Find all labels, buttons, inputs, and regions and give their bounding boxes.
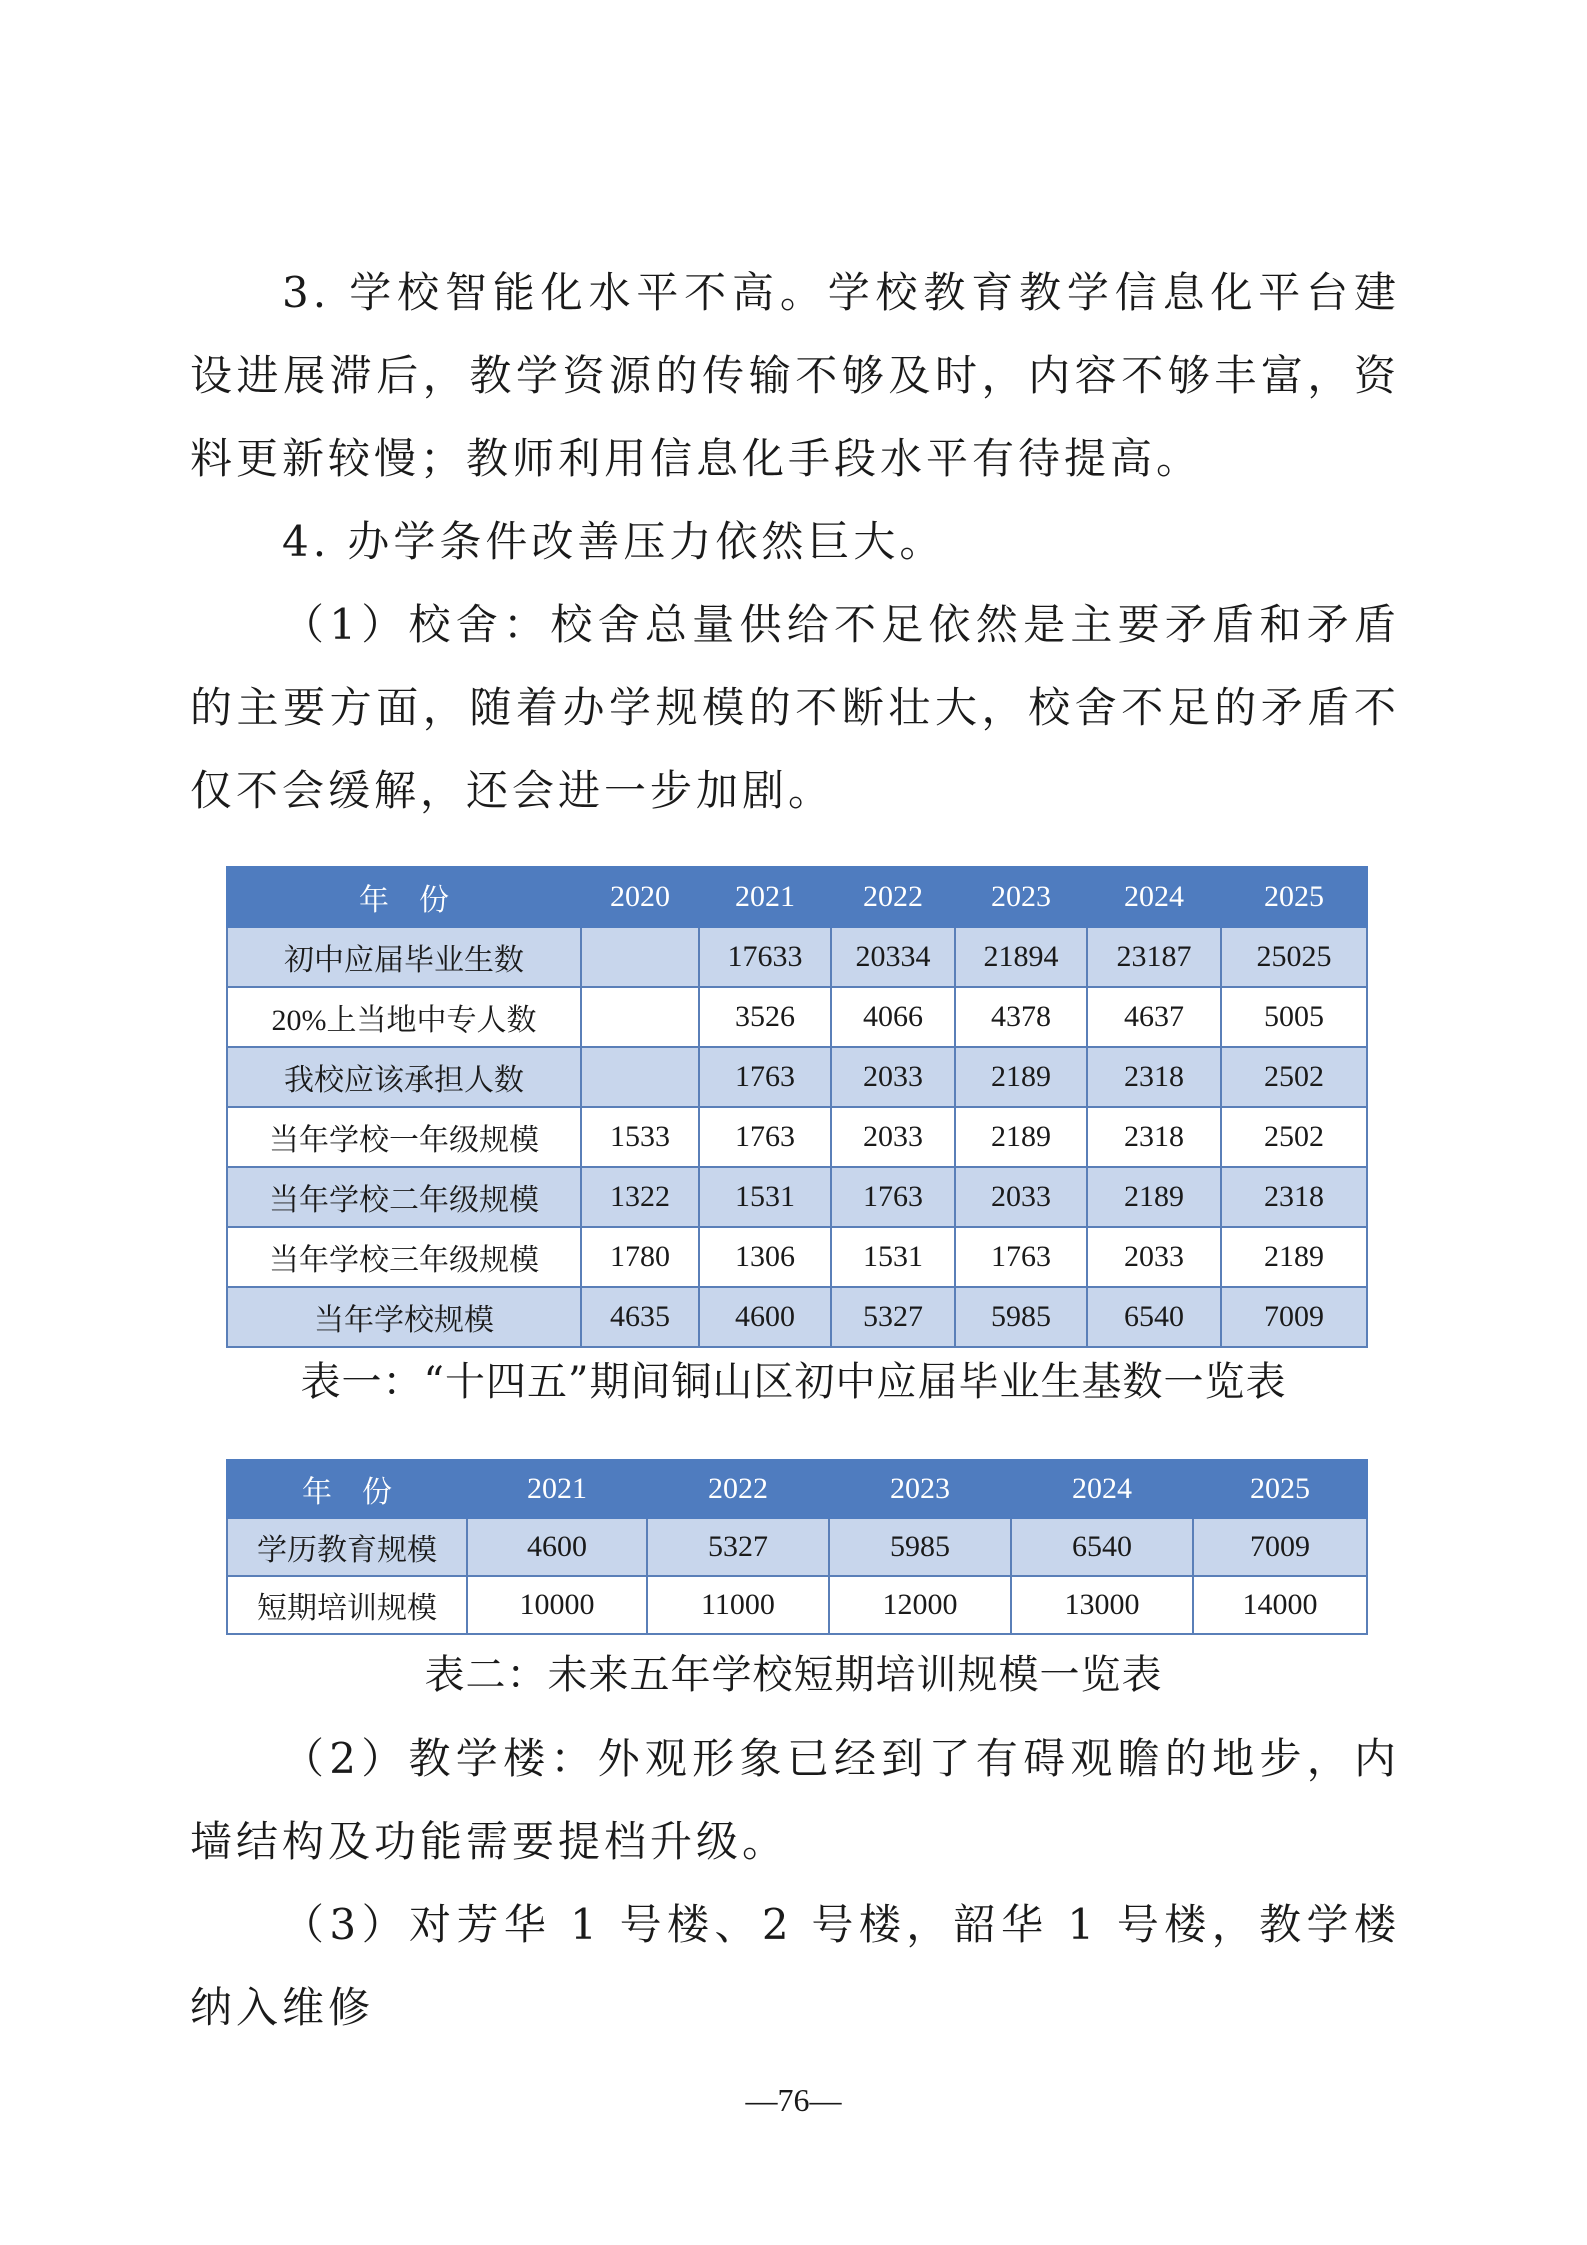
table-header-row (227, 867, 1367, 927)
value-cell (581, 987, 699, 1047)
value-cell: 4378 (955, 987, 1087, 1047)
header-cell-year: 2025 (1221, 867, 1367, 927)
value-cell: 2033 (955, 1167, 1087, 1227)
value-cell (581, 1047, 699, 1107)
value-cell: 13000 (1011, 1576, 1193, 1634)
header-cell-year: 2021 (699, 867, 831, 927)
value-cell: 10000 (467, 1576, 647, 1634)
value-cell: 2189 (955, 1107, 1087, 1167)
value-cell: 7009 (1193, 1518, 1367, 1576)
row-label-cell: 我校应该承担人数 (227, 1047, 581, 1107)
value-cell: 1763 (699, 1047, 831, 1107)
row-label-cell: 初中应届毕业生数 (227, 927, 581, 987)
value-cell: 5005 (1221, 987, 1367, 1047)
header-cell-year: 2024 (1087, 867, 1221, 927)
paragraph-school-buildings: （1）校舍：校舍总量供给不足依然是主要矛盾和矛盾的主要方面，随着办学规模的不断壮大，校舍不足的矛盾不仅不会缓解，还会进一步加剧。 (190, 600, 1400, 815)
value-cell: 6540 (1011, 1518, 1193, 1576)
header-cell-label: 年 份 (227, 867, 581, 927)
table-row (227, 1287, 1367, 1347)
paragraph-informatization: 3. 学校智能化水平不高。学校教育教学信息化平台建设进展滞后，教学资源的传输不够及时，内容不够丰富，资料更新较慢；教师利用信息化手段水平有待提高。 (190, 268, 1400, 483)
header-cell-year: 2020 (581, 867, 699, 927)
table-row (227, 927, 1367, 987)
value-cell: 4635 (581, 1287, 699, 1347)
value-cell (581, 927, 699, 987)
header-cell-label: 年 份 (227, 1460, 467, 1518)
value-cell: 5327 (647, 1518, 829, 1576)
paragraph-teaching-building: （2）教学楼：外观形象已经到了有碍观瞻的地步，内墙结构及功能需要提档升级。 (190, 1734, 1400, 1866)
value-cell: 21894 (955, 927, 1087, 987)
row-label-cell: 学历教育规模 (227, 1518, 467, 1576)
value-cell: 4600 (699, 1287, 831, 1347)
header-cell-year: 2022 (647, 1460, 829, 1518)
value-cell: 2189 (1221, 1227, 1367, 1287)
table-row (227, 987, 1367, 1047)
value-cell: 4600 (467, 1518, 647, 1576)
value-cell: 5985 (829, 1518, 1011, 1576)
value-cell: 1780 (581, 1227, 699, 1287)
table-body (227, 1518, 1367, 1634)
table1-caption: 表一：“十四五”期间铜山区初中应届毕业生基数一览表 (300, 1359, 1287, 1405)
value-cell: 14000 (1193, 1576, 1367, 1634)
table-row (227, 1227, 1367, 1287)
header-cell-year: 2024 (1011, 1460, 1193, 1518)
header-cell-year: 2025 (1193, 1460, 1367, 1518)
header-cell-year: 2023 (955, 867, 1087, 927)
table-row (227, 1167, 1367, 1227)
value-cell: 1763 (699, 1107, 831, 1167)
table-row (227, 1576, 1367, 1634)
value-cell: 23187 (1087, 927, 1221, 987)
value-cell: 2318 (1221, 1167, 1367, 1227)
paragraph-conditions: 4. 办学条件改善压力依然巨大。 (282, 517, 946, 566)
value-cell: 7009 (1221, 1287, 1367, 1347)
value-cell: 2189 (1087, 1167, 1221, 1227)
value-cell: 2033 (831, 1107, 955, 1167)
value-cell: 1306 (699, 1227, 831, 1287)
value-cell: 25025 (1221, 927, 1367, 987)
value-cell: 2033 (831, 1047, 955, 1107)
value-cell: 12000 (829, 1576, 1011, 1634)
row-label-cell: 当年学校一年级规模 (227, 1107, 581, 1167)
value-cell: 2318 (1087, 1047, 1221, 1107)
table-row (227, 1107, 1367, 1167)
value-cell: 17633 (699, 927, 831, 987)
value-cell: 2189 (955, 1047, 1087, 1107)
table2-caption: 表二：未来五年学校短期培训规模一览表 (424, 1652, 1163, 1698)
value-cell: 11000 (647, 1576, 829, 1634)
table-row (227, 1518, 1367, 1576)
row-label-cell: 20%上当地中专人数 (227, 987, 581, 1047)
header-cell-year: 2022 (831, 867, 955, 927)
row-label-cell: 当年学校三年级规模 (227, 1227, 581, 1287)
header-cell-year: 2023 (829, 1460, 1011, 1518)
value-cell: 5327 (831, 1287, 955, 1347)
value-cell: 4066 (831, 987, 955, 1047)
value-cell: 2318 (1087, 1107, 1221, 1167)
training-scale-table (226, 1459, 1368, 1635)
row-label-cell: 当年学校规模 (227, 1287, 581, 1347)
value-cell: 1533 (581, 1107, 699, 1167)
value-cell: 6540 (1087, 1287, 1221, 1347)
value-cell: 1531 (831, 1227, 955, 1287)
value-cell: 1322 (581, 1167, 699, 1227)
header-cell-year: 2021 (467, 1460, 647, 1518)
paragraph-renovation: （3）对芳华 1 号楼、2 号楼，韶华 1 号楼，教学楼纳入维修 (190, 1900, 1400, 2032)
value-cell: 3526 (699, 987, 831, 1047)
table-header-row (227, 1460, 1367, 1518)
value-cell: 1763 (831, 1167, 955, 1227)
value-cell: 2502 (1221, 1047, 1367, 1107)
row-label-cell: 短期培训规模 (227, 1576, 467, 1634)
value-cell: 20334 (831, 927, 955, 987)
row-label-cell: 当年学校二年级规模 (227, 1167, 581, 1227)
table-row (227, 1047, 1367, 1107)
value-cell: 2033 (1087, 1227, 1221, 1287)
value-cell: 1763 (955, 1227, 1087, 1287)
value-cell: 5985 (955, 1287, 1087, 1347)
table-body (227, 927, 1367, 1347)
page-number: —76— (745, 2082, 842, 2118)
value-cell: 2502 (1221, 1107, 1367, 1167)
value-cell: 4637 (1087, 987, 1221, 1047)
value-cell: 1531 (699, 1167, 831, 1227)
graduates-table (226, 866, 1368, 1348)
